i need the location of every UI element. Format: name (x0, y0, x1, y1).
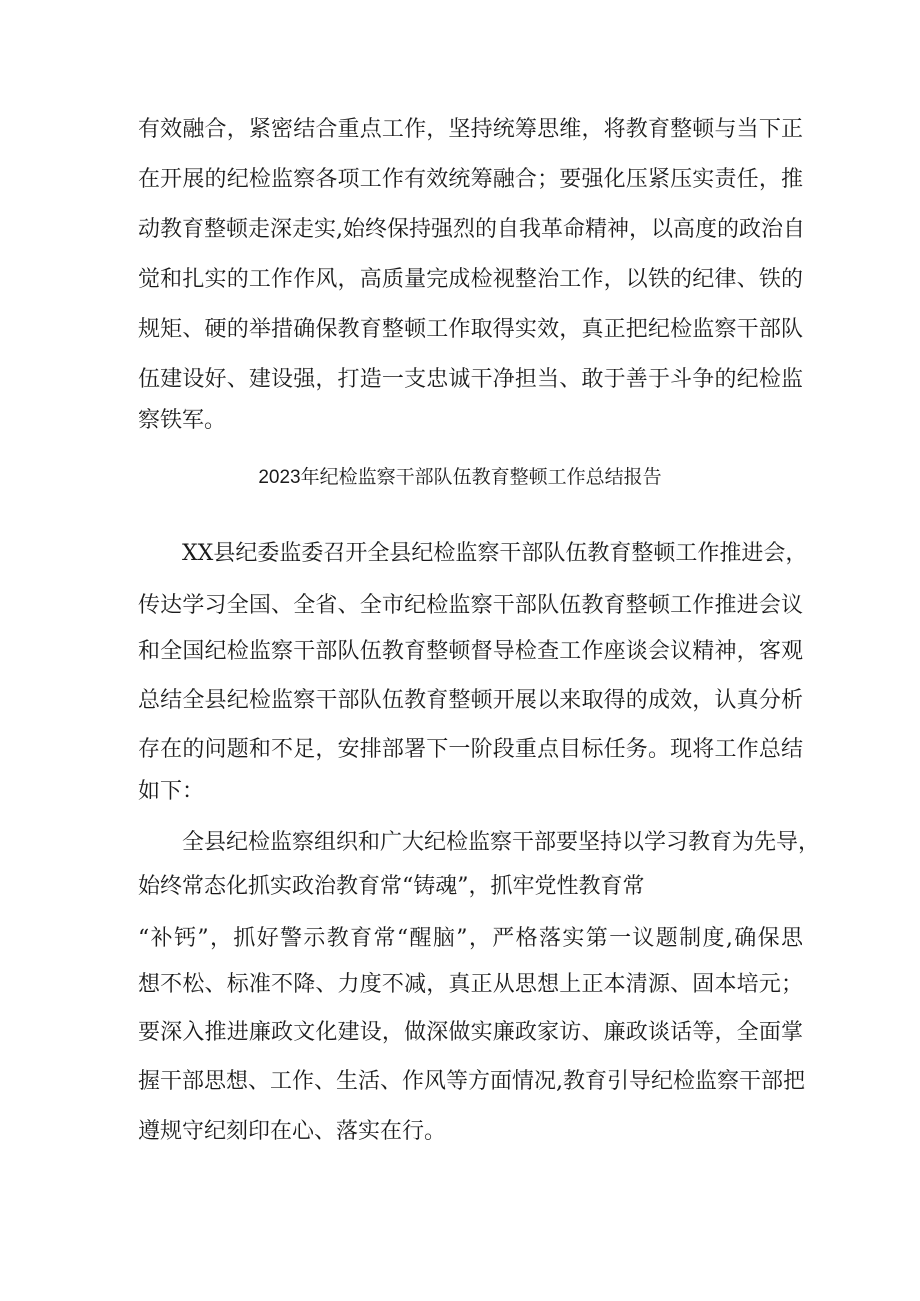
paragraph2-line-4: 想不松、标准不降、力度不减，真正从思想上正本清源、固本培元； (138, 972, 803, 997)
paragraph1-line-5: 存在的问题和不足，安排部署下一阶段重点目标任务。现将工作总结 (138, 737, 803, 762)
paragraph1-line-1: XX县纪委监委召开全县纪检监察干部队伍教育整顿工作推进会， (182, 541, 808, 566)
intro-line-6: 伍建设好、建设强，打造一支忠诚干净担当、敢于善于斗争的纪检监 (138, 367, 803, 392)
intro-line-3: 动教育整顿走深走实,始终保持强烈的自我革命精神，以高度的政治自 (138, 217, 805, 242)
intro-line-7: 察铁军。 (138, 408, 227, 433)
intro-line-5: 规矩、硬的举措确保教育整顿工作取得实效，真正把纪检监察干部队 (138, 317, 803, 342)
paragraph1-line-4: 总结全县纪检监察干部队伍教育整顿开展以来取得的成效，认真分析 (138, 688, 803, 713)
intro-line-2: 在开展的纪检监察各项工作有效统筹融合；要强化压紧压实责任，推 (138, 167, 803, 192)
intro-line-4: 觉和扎实的工作作风，高质量完成检视整治工作，以铁的纪律、铁的 (138, 267, 803, 292)
paragraph1-line-6: 如下： (138, 779, 205, 804)
paragraph2-line-2: 始终常态化抓实政治教育常“铸魂”，抓牢党性教育常 (138, 874, 645, 899)
paragraph2-line-3: “补钙”，抓好警示教育常“醒脑”，严格落实第一议题制度,确保思 (138, 926, 803, 951)
paragraph2-line-5: 要深入推进廉政文化建设，做深做实廉政家访、廉政谈话等，全面掌 (138, 1020, 803, 1045)
paragraph2-line-6: 握干部思想、工作、生活、作风等方面情况,教育引导纪检监察干部把 (138, 1069, 805, 1094)
intro-line-1: 有效融合，紧密结合重点工作，坚持统筹思维，将教育整顿与当下正 (138, 117, 803, 142)
paragraph1-line-2: 传达学习全国、全省、全市纪检监察干部队伍教育整顿工作推进会议 (138, 593, 803, 618)
paragraph2-line-7: 遵规守纪刻印在心、落实在行。 (138, 1119, 447, 1144)
paragraph2-line-1: 全县纪检监察组织和广大纪检监察干部要坚持以学习教育为先导， (182, 830, 821, 855)
document-title: 2023年纪检监察干部队伍教育整顿工作总结报告 (258, 467, 662, 488)
paragraph1-line-3: 和全国纪检监察干部队伍教育整顿督导检查工作座谈会议精神，客观 (138, 639, 803, 664)
